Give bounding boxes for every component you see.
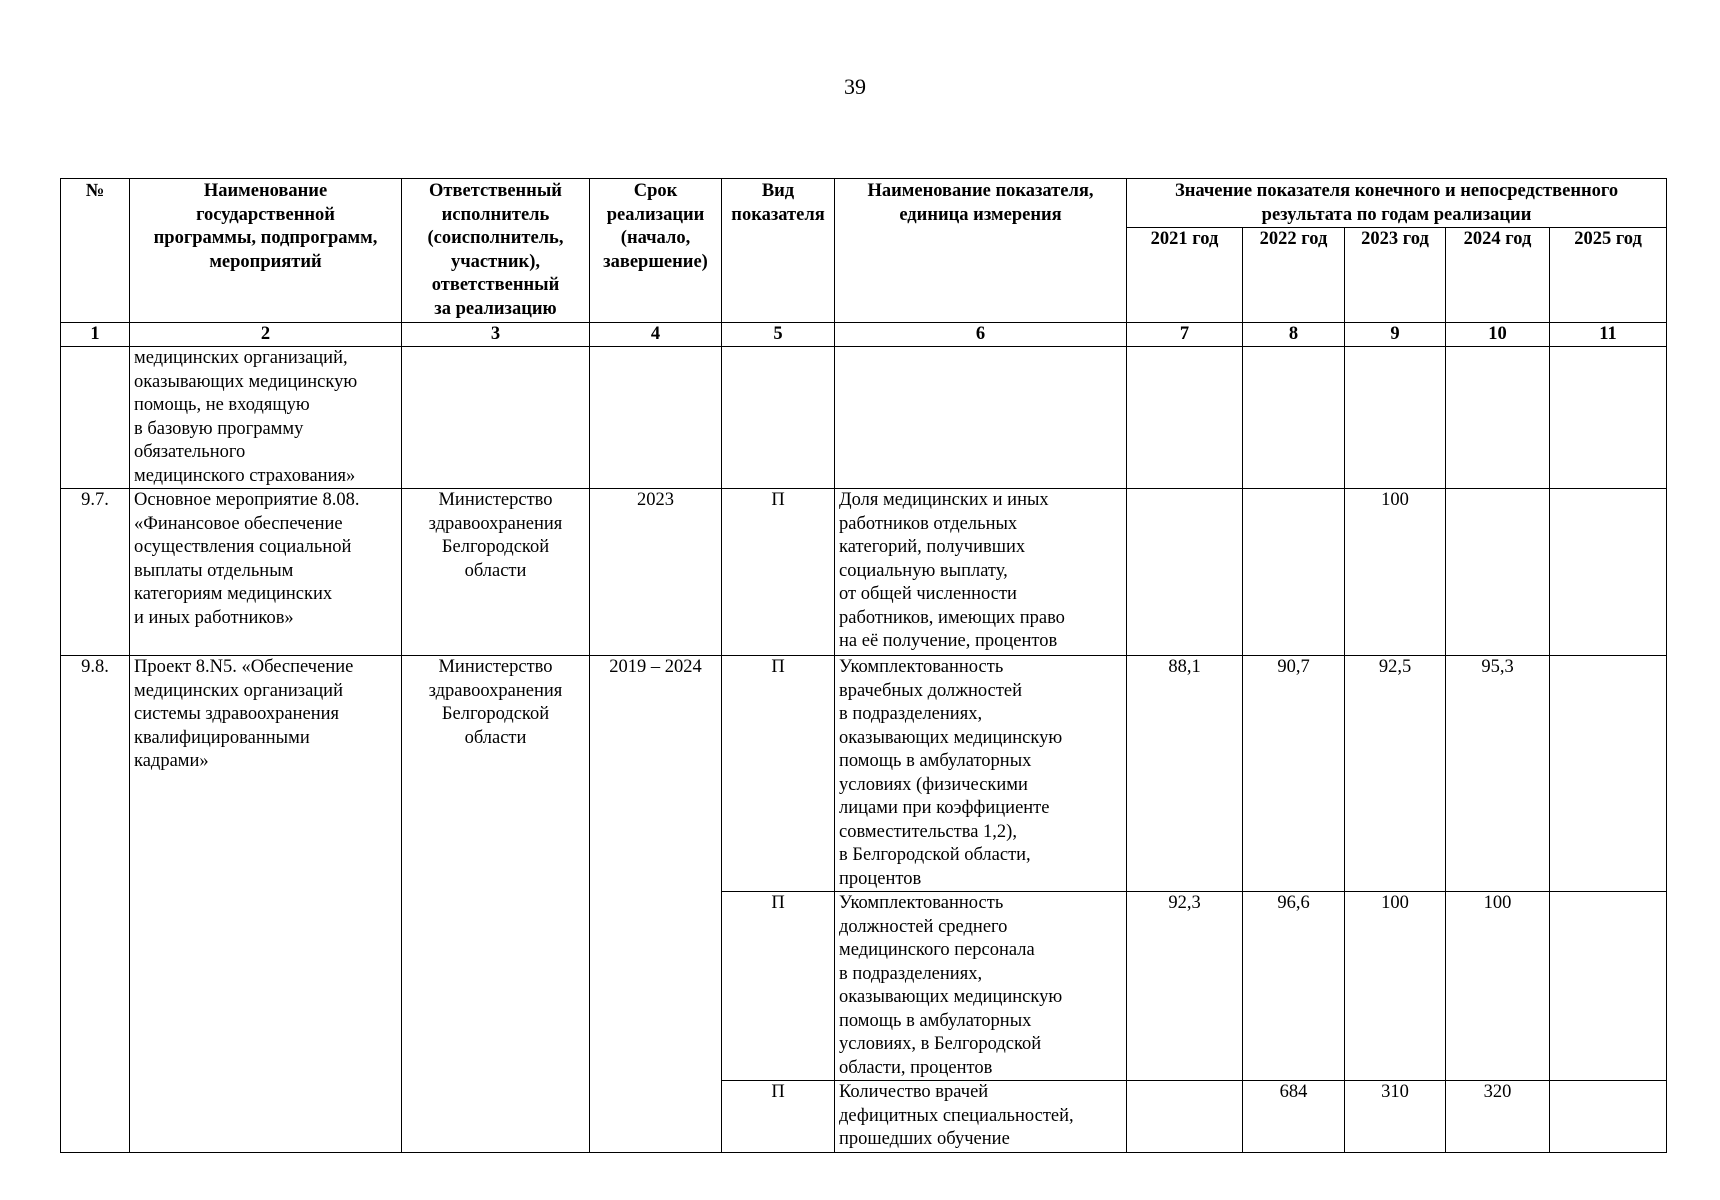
text-line: области, процентов (839, 1057, 993, 1078)
column-number: 2 (130, 323, 402, 347)
row-number: 9.8. (61, 656, 130, 1153)
text-line: здравоохранения (428, 513, 563, 534)
column-number: 4 (590, 323, 722, 347)
text-line: условиях, в Белгородской (839, 1034, 1042, 1054)
header-year-2022: 2022 год (1243, 228, 1345, 323)
text-line: квалифицированными (134, 727, 310, 748)
period (590, 347, 722, 489)
value-2022: 96,6 (1243, 892, 1345, 1081)
text-line: прошедших обучение (839, 1129, 1010, 1149)
period: 2019 – 2024 (590, 656, 722, 1153)
text-line: медицинского персонала (839, 940, 1035, 960)
header-values-group (1127, 179, 1667, 228)
value-2022 (1243, 347, 1345, 489)
text-line: условиях (физическими (839, 774, 1028, 795)
text-line: Вид (761, 181, 795, 201)
header-period (590, 179, 722, 323)
responsible (402, 347, 590, 489)
header-responsible (402, 179, 590, 323)
value-2025 (1550, 1081, 1667, 1153)
header-program-name (130, 179, 402, 323)
text-line: выплаты отдельным (134, 560, 294, 581)
text-line: оказывающих медицинскую (134, 371, 358, 392)
text-line: работников отдельных (839, 513, 1018, 534)
text-line: участник), (451, 251, 540, 272)
column-number: 3 (402, 323, 590, 347)
column-number: 11 (1550, 323, 1667, 347)
text-line: в Белгородской области, (839, 845, 1031, 865)
responsible (402, 489, 590, 656)
column-number: 8 (1243, 323, 1345, 347)
header-year-2023: 2023 год (1345, 228, 1446, 323)
value-2023: 92,5 (1345, 656, 1446, 892)
period: 2023 (590, 489, 722, 656)
value-2024: 320 (1446, 1081, 1550, 1153)
indicator-name (835, 347, 1127, 489)
text-line: помощь в амбулаторных (839, 1010, 1032, 1031)
text-line: реализации (606, 204, 705, 225)
text-line: в подразделениях, (839, 704, 983, 724)
text-line: Значение показателя конечного и непосредственного (1174, 181, 1619, 201)
table-row (61, 347, 1667, 489)
value-2022: 90,7 (1243, 656, 1345, 892)
value-2025 (1550, 347, 1667, 489)
text-line: завершение) (603, 251, 708, 272)
value-2021: 88,1 (1127, 656, 1243, 892)
text-line: Проект 8.N5. «Обеспечение (134, 657, 354, 677)
text-line: врачебных должностей (839, 680, 1023, 701)
text-line: категориям медицинских (134, 584, 333, 604)
header-year-2025: 2025 год (1550, 228, 1667, 323)
program-name (130, 347, 402, 489)
text-line: Белгородской (441, 704, 550, 724)
text-line: категорий, получивших (839, 537, 1026, 557)
text-line: «Финансовое обеспечение (134, 513, 343, 534)
text-line: и иных работников» (134, 607, 294, 628)
row-number (61, 347, 130, 489)
column-number: 7 (1127, 323, 1243, 347)
text-line: процентов (839, 868, 922, 889)
page-number: 39 (844, 74, 866, 99)
text-line: Наименование показателя, (867, 181, 1094, 201)
text-line: Срок (633, 181, 678, 201)
value-2024 (1446, 489, 1550, 656)
indicator-name (835, 892, 1127, 1081)
value-2021 (1127, 347, 1243, 489)
value-2025 (1550, 892, 1667, 1081)
text-line: осуществления социальной (134, 537, 352, 557)
text-line: Министерство (438, 657, 553, 677)
value-2024 (1446, 347, 1550, 489)
text-line: государственной (196, 204, 335, 225)
header-year-2021: 2021 год (1127, 228, 1243, 323)
text-line: от общей численности (839, 584, 1017, 604)
text-line: исполнитель (441, 204, 550, 225)
responsible (402, 656, 590, 1153)
text-line: обязательного (134, 442, 246, 462)
value-2025 (1550, 656, 1667, 892)
text-line: показателя (731, 204, 825, 225)
text-line: Ответственный (429, 181, 562, 201)
column-numbers-row (61, 323, 1667, 347)
text-line: (начало, (620, 228, 691, 248)
text-line: области (464, 560, 527, 581)
text-line: здравоохранения (428, 680, 563, 701)
value-2024: 100 (1446, 892, 1550, 1081)
text-line: должностей среднего (839, 916, 1008, 937)
indicator-name (835, 1081, 1127, 1153)
text-line: Министерство (438, 490, 553, 510)
value-2021 (1127, 489, 1243, 656)
value-2021 (1127, 1081, 1243, 1153)
value-2021: 92,3 (1127, 892, 1243, 1081)
indicators-table (60, 178, 1667, 1153)
text-line: Укомплектованность (839, 657, 1004, 677)
text-line: помощь в амбулаторных (839, 751, 1032, 771)
text-line: медицинских организаций (134, 680, 343, 701)
value-2023: 100 (1345, 892, 1446, 1081)
value-2023: 310 (1345, 1081, 1446, 1153)
program-name (130, 489, 402, 656)
text-line: результата по годам реализации (1261, 204, 1532, 225)
text-line: помощь, не входящую (134, 395, 310, 415)
text-line: Белгородской (441, 537, 550, 557)
text-line: кадрами» (134, 751, 209, 771)
text-line: ответственный (431, 275, 560, 295)
header-indicator-name (835, 179, 1127, 323)
value-2022 (1243, 489, 1345, 656)
text-line: в базовую программу (134, 418, 304, 439)
column-number: 10 (1446, 323, 1550, 347)
program-name (130, 656, 402, 1153)
text-line: на её получение, процентов (839, 631, 1058, 651)
indicator-name (835, 656, 1127, 892)
value-2024: 95,3 (1446, 656, 1550, 892)
indicator-type: П (722, 656, 835, 892)
text-line: системы здравоохранения (134, 704, 340, 724)
text-line: в подразделениях, (839, 963, 983, 984)
text-line: дефицитных специальностей, (839, 1105, 1074, 1126)
text-line: единица измерения (899, 204, 1062, 225)
table-row (61, 489, 1667, 656)
text-line: программы, подпрограмм, (153, 228, 378, 248)
text-line: Основное мероприятие 8.08. (134, 490, 360, 510)
indicator-type: П (722, 489, 835, 656)
text-line: Доля медицинских и иных (839, 490, 1049, 510)
header-year-2024: 2024 год (1446, 228, 1550, 323)
value-2025 (1550, 489, 1667, 656)
text-line: лицами при коэффициенте (839, 798, 1050, 818)
header-number: № (61, 179, 130, 323)
column-number: 6 (835, 323, 1127, 347)
column-number: 1 (61, 323, 130, 347)
indicator-type: П (722, 892, 835, 1081)
text-line: оказывающих медицинскую (839, 987, 1063, 1007)
text-line: оказывающих медицинскую (839, 727, 1063, 748)
text-line: совместительства 1,2), (839, 821, 1017, 842)
indicator-name (835, 489, 1127, 656)
text-line: Наименование (203, 181, 328, 201)
text-line: области (464, 727, 527, 748)
text-line: Укомплектованность (839, 893, 1004, 913)
text-line: за реализацию (434, 298, 557, 319)
column-number: 5 (722, 323, 835, 347)
value-2023 (1345, 347, 1446, 489)
value-2023: 100 (1345, 489, 1446, 656)
indicator-type (722, 347, 835, 489)
row-number: 9.7. (61, 489, 130, 656)
text-line: медицинского страхования» (134, 465, 356, 486)
text-line: медицинских организаций, (134, 348, 348, 368)
indicator-type: П (722, 1081, 835, 1153)
text-line: мероприятий (209, 251, 322, 272)
value-2022: 684 (1243, 1081, 1345, 1153)
header-indicator-type (722, 179, 835, 323)
column-number: 9 (1345, 323, 1446, 347)
text-line: работников, имеющих право (839, 607, 1065, 628)
text-line: Количество врачей (839, 1082, 989, 1102)
table-row (61, 656, 1667, 892)
text-line: социальную выплату, (839, 560, 1008, 581)
text-line: (соисполнитель, (427, 228, 564, 248)
